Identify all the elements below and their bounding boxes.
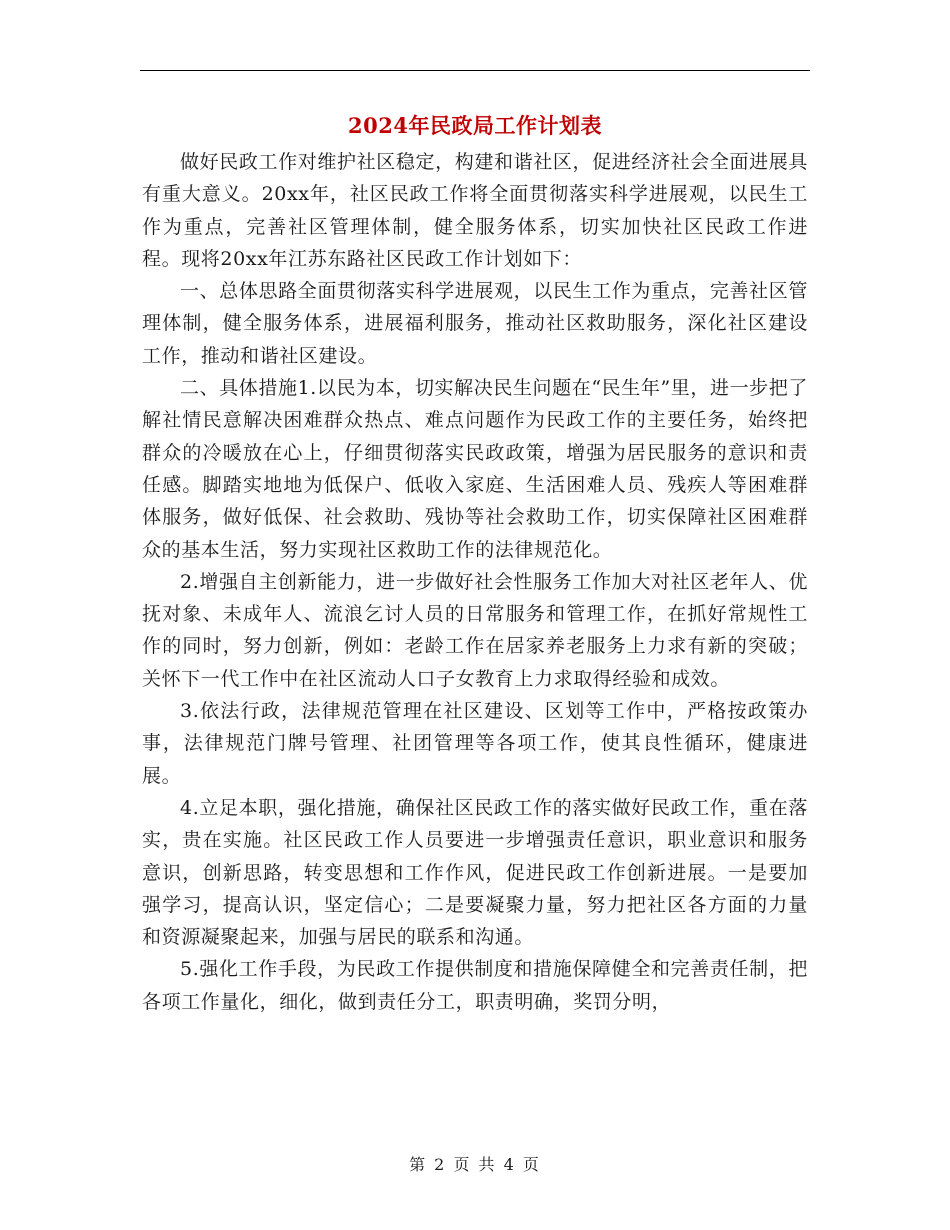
document-title: 2024年民政局工作计划表 bbox=[348, 113, 602, 138]
paragraph-measure-2: 2.增强自主创新能力，进一步做好社会性服务工作加大对社区老年人、优抚对象、未成年人、流浪乞讨人员的日常服务和管理工作，在抓好常规性工作的同时，努力创新，例如：老龄工作在居家养老服务上力求有新的突破；关怀下一代工作中在社区流动人口子女教育上力求取得经验和成效。 bbox=[142, 570, 808, 690]
paragraph-overall-approach: 一、总体思路全面贯彻落实科学进展观，以民生工作为重点，完善社区管理体制，健全服务体系，进展福利服务，推动社区救助服务，深化社区建设工作，推动和谐社区建设。 bbox=[142, 280, 808, 367]
paragraph-measure-1: 二、具体措施1.以民为本，切实解决民生问题在“民生年”里，进一步把了解社情民意解决困难群众热点、难点问题作为民政工作的主要任务，始终把群众的冷暖放在心上，仔细贯彻落实民政政策，增强为居民服务的意识和责任感。脚踏实地地为低保户、低收入家庭、生活困难人员、残疾人等困难群体服务，做好低保、社会救助、残协等社会救助工作，切实保障社区困难群众的基本生活，努力实现社区救助工作的法律规范化。 bbox=[142, 377, 808, 561]
header-rule bbox=[140, 70, 810, 71]
document-body bbox=[142, 146, 808, 1018]
paragraph-measure-5: 5.强化工作手段，为民政工作提供制度和措施保障健全和完善责任制，把各项工作量化，细化，做到责任分工，职责明确，奖罚分明， bbox=[142, 958, 808, 1013]
page-number-footer: 第 2 页 共 4 页 bbox=[409, 1155, 541, 1174]
paragraph-measure-4: 4.立足本职，强化措施，确保社区民政工作的落实做好民政工作，重在落实，贵在实施。社区民政工作人员要进一步增强责任意识，职业意识和服务意识，创新思路，转变思想和工作作风，促进民政工作创新进展。一是要加强学习，提高认识，坚定信心；二是要凝聚力量，努力把社区各方面的力量和资源凝聚起来，加强与居民的联系和沟通。 bbox=[142, 796, 808, 949]
paragraph-intro: 做好民政工作对维护社区稳定，构建和谐社区，促进经济社会全面进展具有重大意义。20xx年，社区民政工作将全面贯彻落实科学进展观，以民生工作为重点，完善社区管理体制，健全服务体系，切实加快社区民政工作进程。现将20xx年江苏东路社区民政工作计划如下： bbox=[142, 151, 808, 270]
paragraph-measure-3: 3.依法行政，法律规范管理在社区建设、区划等工作中，严格按政策办事，法律规范门牌号管理、社团管理等各项工作，使其良性循环，健康进展。 bbox=[142, 700, 808, 787]
